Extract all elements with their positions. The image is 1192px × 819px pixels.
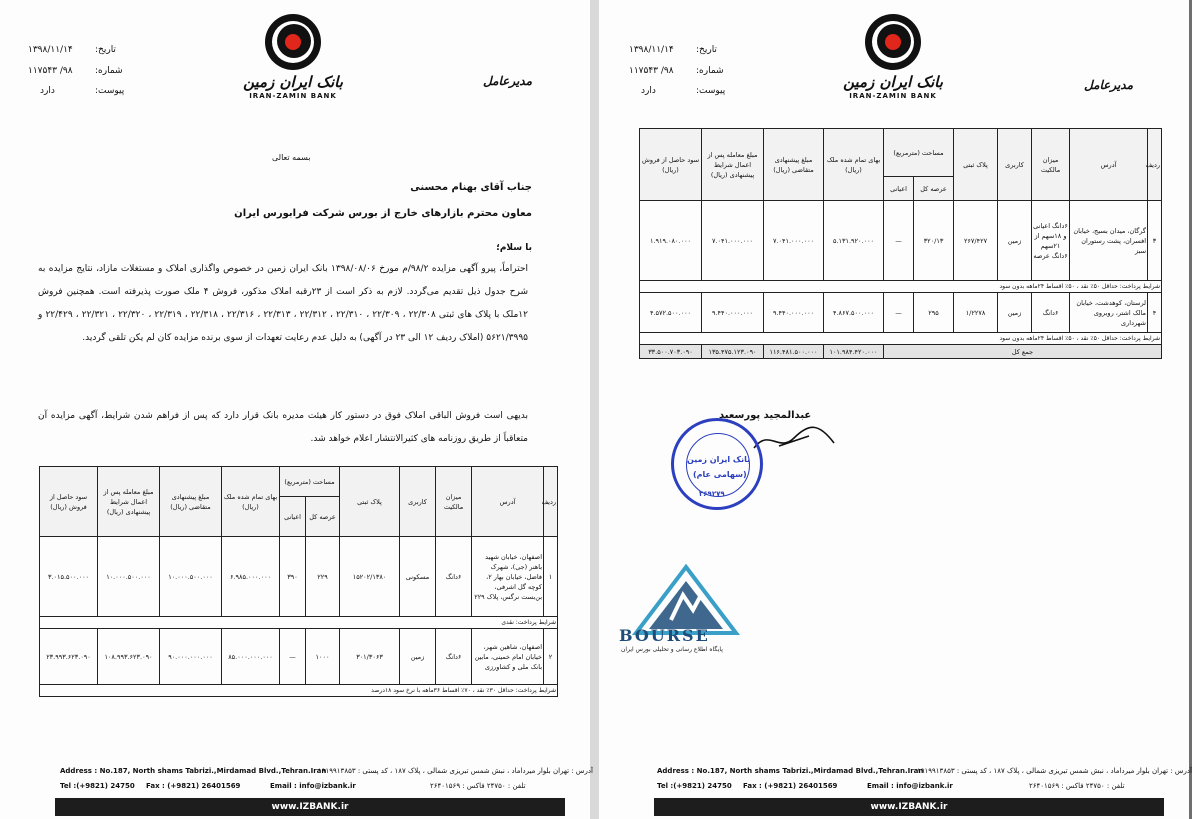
cell-profit: ۳.۰۱۵.۵۰۰.۰۰۰ bbox=[40, 537, 98, 617]
col-header-address: آدرس bbox=[1070, 129, 1148, 201]
cell-land: ۲۲۹ bbox=[306, 537, 340, 617]
table-row bbox=[640, 201, 1162, 281]
table-row bbox=[640, 293, 1162, 333]
cell-address: اصفهان، خیابان شهید باهنر (جی)، شهرک فاضل، خیابان بهار ۲، کوچه گل اشرفی، بن‌بست نرگس، پلاک ۲۲۹ bbox=[472, 537, 544, 617]
footer-fax: Fax : (+9821) 26401569 bbox=[743, 782, 838, 790]
cell-ownership: ۶دانگ اعیانی و ۱۸سهم از ۲۱سهم ۶دانگ عرصه bbox=[1032, 201, 1070, 281]
attachment-label: پیوست: bbox=[696, 86, 726, 96]
col-header-price: بهای تمام شده ملک (ریال) bbox=[222, 467, 280, 537]
col-header-building: اعیانی bbox=[280, 497, 306, 537]
letter-page-1 bbox=[0, 0, 593, 819]
col-header-building: اعیانی bbox=[884, 177, 914, 201]
bank-logo-latin: IRAN-ZAMIN BANK bbox=[849, 92, 937, 100]
col-header-usage: کاربری bbox=[998, 129, 1032, 201]
col-header-area: مساحت (مترمربع) bbox=[884, 129, 954, 177]
cell-deal: ۷.۰۴۱.۰۰۰.۰۰۰ bbox=[702, 201, 764, 281]
table-total-row bbox=[640, 345, 1162, 359]
cell-ownership: ۶دانگ bbox=[436, 537, 472, 617]
seal-number: ۳۶۹۲۷۹ bbox=[699, 490, 725, 498]
col-header-usage: کاربری bbox=[400, 467, 436, 537]
col-header-land: عرصه کل bbox=[306, 497, 340, 537]
payment-condition: شرایط پرداخت: حداقل ۵۰٪ نقد ، ۵۰٪ اقساط ۲۴ماهه بدون سود bbox=[640, 281, 1162, 293]
cell-address: لرستان، کوهدشت، خیابان مالک اشتر، روبروی شهرداری bbox=[1070, 293, 1148, 333]
col-header-profit: سود حاصل از فروش (ریال) bbox=[40, 467, 98, 537]
col-header-proposed: مبلغ پیشنهادی متقاضی (ریال) bbox=[160, 467, 222, 537]
signatory-name: عبدالمجید پورسعید bbox=[719, 410, 812, 421]
cell-profit: ۱.۹۱۹.۰۸۰.۰۰۰ bbox=[640, 201, 702, 281]
footer-phone-fa: تلفن : ۲۴۷۵۰ فاکس : ۲۶۴۰۱۵۶۹ bbox=[430, 782, 526, 790]
cell-price: ۴.۸۶۷.۵۰۰.۰۰۰ bbox=[824, 293, 884, 333]
col-header-deal: مبلغ معامله پس از اعمال شرایط پیشنهادی (ریال) bbox=[98, 467, 160, 537]
letter-paragraph-1: احتراماً، پیرو آگهی مزایده ۹۸/۲/م مورخ ۱۳۹۸/۰۸/۰۶ بانک ایران زمین در خصوص واگذاری املاک و مستغلات مازاد، نتایج مزایده به شرح جدول ذیل تقدیم می‌گردد. لازم به ذکر است از ۲۳رقبه املاک مذکور، فروش ۴ ملک صورت پذیرفته است. همچنین فروش ۱۲ملک با پلاک های ثبتی ۲۲/۳۰۸ ، ۲۲/۳۰۹ ، ۲۲/۳۱۰ ، ۲۲/۳۱۲ ، ۲۲/۳۱۳ ، ۲۲/۳۱۶ ، ۲۲/۳۱۸ ، ۲۲/۳۱۹ ، ۲۲/۳۲۰ ، ۲۲/۳۲۱ ، ۲۲/۴۲۹ و ۵۶۲۱/۳۹۹۵ (املاک ردیف ۱۲ الی ۲۳ در آگهی) به دلیل عدم رعایت تعهدات از سوی برنده مزایده کان لم یکن تلقی گردید. bbox=[38, 264, 529, 343]
cell-row: ۱ bbox=[544, 537, 558, 617]
payment-condition: شرایط پرداخت: نقدی bbox=[40, 617, 558, 629]
footer-address-fa: آدرس : تهران بلوار میرداماد ، نبش شمس تبریزی شمالی ، پلاک ۱۸۷ ، کد پستی : ۱۹۱۹۹۱۳۸۵۳ bbox=[318, 767, 593, 775]
cell-profit: ۴.۵۷۲.۵۰۰.۰۰۰ bbox=[640, 293, 702, 333]
table-row bbox=[40, 537, 558, 617]
date-label: تاریخ: bbox=[95, 45, 116, 55]
cell-usage: زمین bbox=[998, 201, 1032, 281]
bank-logo-latin: IRAN-ZAMIN BANK bbox=[249, 92, 337, 100]
payment-condition: شرایط پرداخت: حداقل ۵۰٪ نقد ، ۵۰٪ اقساط ۲۴ماهه بدون سود bbox=[640, 333, 1162, 345]
footer-email: Email : info@izbank.ir bbox=[867, 782, 953, 790]
page-gutter bbox=[590, 0, 599, 819]
total-deal: ۱۳۵.۴۷۵.۱۲۳.۰۹۰ bbox=[702, 345, 764, 359]
col-header-plaque: پلاک ثبتی bbox=[954, 129, 998, 201]
col-header-row: ردیف bbox=[544, 467, 558, 537]
cell-deal: ۱۰۸.۹۹۳.۶۲۳.۰۹۰ bbox=[98, 629, 160, 685]
bourse-subtitle: پایگاه اطلاع رسانی و تحلیلی بورس ایران bbox=[621, 646, 723, 653]
cell-ownership: ۶دانگ bbox=[1032, 293, 1070, 333]
bourse-logo-icon bbox=[631, 565, 741, 635]
footer-tel: Tel :(+9821) 24750 bbox=[657, 782, 732, 790]
cell-proposed: ۷.۰۴۱.۰۰۰.۰۰۰ bbox=[764, 201, 824, 281]
cell-land: ۱۰۰۰ bbox=[306, 629, 340, 685]
table-row-condition bbox=[640, 281, 1162, 293]
footer-tel: Tel :(+9821) 24750 bbox=[60, 782, 135, 790]
greeting: با سلام؛ bbox=[496, 243, 532, 253]
table-row-condition bbox=[40, 617, 558, 629]
cell-land: ۳۲۰/۱۳ bbox=[914, 201, 954, 281]
cell-building: — bbox=[280, 629, 306, 685]
ceo-title: مدیرعامل bbox=[483, 74, 533, 88]
cell-usage: زمین bbox=[998, 293, 1032, 333]
cell-building: ۳۹۰ bbox=[280, 537, 306, 617]
cell-usage: زمین bbox=[400, 629, 436, 685]
date-value: ۱۳۹۸/۱۱/۱۴ bbox=[629, 45, 674, 55]
number-value: ۹۸/ ۱۱۷۵۴۳ bbox=[28, 66, 73, 76]
addressee-name: جناب آقای بهنام محسنی bbox=[410, 182, 532, 193]
cell-plaque: ۱۵۲۰۲/۱۳۸۰ bbox=[340, 537, 400, 617]
cell-price: ۶.۹۸۵.۰۰۰.۰۰۰ bbox=[222, 537, 280, 617]
col-header-land: عرصه کل bbox=[914, 177, 954, 201]
bank-logo-name: بانک ایران زمین bbox=[843, 73, 943, 91]
table-row-condition bbox=[40, 685, 558, 697]
date-value: ۱۳۹۸/۱۱/۱۴ bbox=[28, 45, 73, 55]
letter-page-2 bbox=[599, 0, 1192, 819]
cell-proposed: ۹.۴۴۰.۰۰۰.۰۰۰ bbox=[764, 293, 824, 333]
auction-results-table bbox=[39, 466, 558, 697]
col-header-plaque: پلاک ثبتی bbox=[340, 467, 400, 537]
auction-results-table-continued bbox=[639, 128, 1162, 359]
total-profit: ۳۳.۵۰۰.۷۰۳.۰۹۰ bbox=[640, 345, 702, 359]
footer-address-en: Address : No.187, North shams Tabrizi.,Mirdamad Blvd.,Tehran.Iran bbox=[60, 767, 327, 775]
cell-proposed: ۹۰.۰۰۰.۰۰۰.۰۰۰ bbox=[160, 629, 222, 685]
col-header-proposed: مبلغ پیشنهادی متقاضی (ریال) bbox=[764, 129, 824, 201]
cell-usage: مسکونی bbox=[400, 537, 436, 617]
col-header-deal: مبلغ معامله پس از اعمال شرایط پیشنهادی (ریال) bbox=[702, 129, 764, 201]
total-price: ۱۰۱.۹۸۴.۴۲۰.۰۰۰ bbox=[824, 345, 884, 359]
footer-fax: Fax : (+9821) 26401569 bbox=[146, 782, 241, 790]
cell-profit: ۲۳.۹۹۳.۶۲۳.۰۹۰ bbox=[40, 629, 98, 685]
cell-plaque: ۱/۲۲۷۸ bbox=[954, 293, 998, 333]
total-proposed: ۱۱۶.۴۸۱.۵۰۰.۰۰۰ bbox=[764, 345, 824, 359]
cell-row: ۲ bbox=[544, 629, 558, 685]
cell-address: گرگان، میدان بسیج، خیابان افسران، پشت رستوران سبز bbox=[1070, 201, 1148, 281]
cell-price: ۵.۱۳۱.۹۲۰.۰۰۰ bbox=[824, 201, 884, 281]
total-label: جمع کل bbox=[884, 345, 1162, 359]
attachment-value: دارد bbox=[40, 86, 55, 96]
footer-email: Email : info@izbank.ir bbox=[270, 782, 356, 790]
footer-website: www.IZBANK.ir bbox=[55, 798, 565, 816]
bourse-name: BOURSE bbox=[619, 626, 710, 645]
payment-condition: شرایط پرداخت: حداقل ۳۰٪ نقد ، ۷۰٪ اقساط ۳۶ماهه با نرخ سود ۱۸درصد bbox=[40, 685, 558, 697]
bank-logo-icon bbox=[265, 14, 321, 70]
cell-row: ۳ bbox=[1148, 201, 1162, 281]
col-header-ownership: میزان مالکیت bbox=[1032, 129, 1070, 201]
bank-logo-name: بانک ایران زمین bbox=[243, 73, 343, 91]
cell-building: — bbox=[884, 293, 914, 333]
seal-text: بانک ایران زمین bbox=[687, 455, 751, 464]
col-header-profit: سود حاصل از فروش (ریال) bbox=[640, 129, 702, 201]
cell-deal: ۱۰.۰۰۰.۵۰۰.۰۰۰ bbox=[98, 537, 160, 617]
bank-logo bbox=[843, 14, 943, 100]
letter-paragraph-2: بدیهی است فروش الباقی املاک فوق در دستور کار هیئت مدیره بانک قرار دارد که پس از فراهم شدن شرایط، آگهی مزایده آن متعاقباً از طریق روزنامه های کثیرالانتشار اعلام خواهد شد. bbox=[38, 411, 528, 444]
ceo-title: مدیرعامل bbox=[1084, 78, 1134, 92]
cell-address: اصفهان، شاهین شهر، خیابان امام خمینی، مابین بانک ملی و کشاورزی bbox=[472, 629, 544, 685]
addressee-title: معاون محترم بازارهای خارج از بورس شرکت فرابورس ایران bbox=[234, 208, 532, 219]
signature-icon bbox=[749, 418, 839, 458]
col-header-price: بهای تمام شده ملک (ریال) bbox=[824, 129, 884, 201]
col-header-address: آدرس bbox=[472, 467, 544, 537]
col-header-ownership: میزان مالکیت bbox=[436, 467, 472, 537]
cell-plaque: ۳۰۱/۳۰۶۳ bbox=[340, 629, 400, 685]
number-label: شماره: bbox=[95, 66, 123, 76]
bank-logo bbox=[243, 14, 343, 100]
cell-row: ۴ bbox=[1148, 293, 1162, 333]
number-value: ۹۸/ ۱۱۷۵۴۳ bbox=[629, 66, 674, 76]
bank-logo-icon bbox=[865, 14, 921, 70]
seal-subtext: (سهامی عام) bbox=[693, 470, 747, 479]
attachment-value: دارد bbox=[641, 86, 656, 96]
cell-plaque: ۲۶۷/۴۲۷ bbox=[954, 201, 998, 281]
col-header-area: مساحت (مترمربع) bbox=[280, 467, 340, 497]
cell-price: ۸۵.۰۰۰.۰۰۰.۰۰۰ bbox=[222, 629, 280, 685]
cell-deal: ۹.۴۴۰.۰۰۰.۰۰۰ bbox=[702, 293, 764, 333]
basmala: بسمه تعالی bbox=[272, 153, 311, 162]
footer-address-fa: آدرس : تهران بلوار میرداماد ، نبش شمس تبریزی شمالی ، پلاک ۱۸۷ ، کد پستی : ۱۹۱۹۹۱۳۸۵۳ bbox=[917, 767, 1192, 775]
cell-ownership: ۶دانگ bbox=[436, 629, 472, 685]
cell-building: — bbox=[884, 201, 914, 281]
col-header-row: ردیف bbox=[1148, 129, 1162, 201]
footer-address-en: Address : No.187, North shams Tabrizi.,Mirdamad Blvd.,Tehran.Iran bbox=[657, 767, 924, 775]
footer-phone-fa: تلفن : ۲۴۷۵۰ فاکس : ۲۶۴۰۱۵۶۹ bbox=[1029, 782, 1125, 790]
attachment-label: پیوست: bbox=[95, 86, 125, 96]
table-row bbox=[40, 629, 558, 685]
cell-land: ۲۹۵ bbox=[914, 293, 954, 333]
date-label: تاریخ: bbox=[696, 45, 717, 55]
number-label: شماره: bbox=[696, 66, 724, 76]
footer-website: www.IZBANK.ir bbox=[654, 798, 1164, 816]
table-row-condition bbox=[640, 333, 1162, 345]
cell-proposed: ۱۰.۰۰۰.۵۰۰.۰۰۰ bbox=[160, 537, 222, 617]
